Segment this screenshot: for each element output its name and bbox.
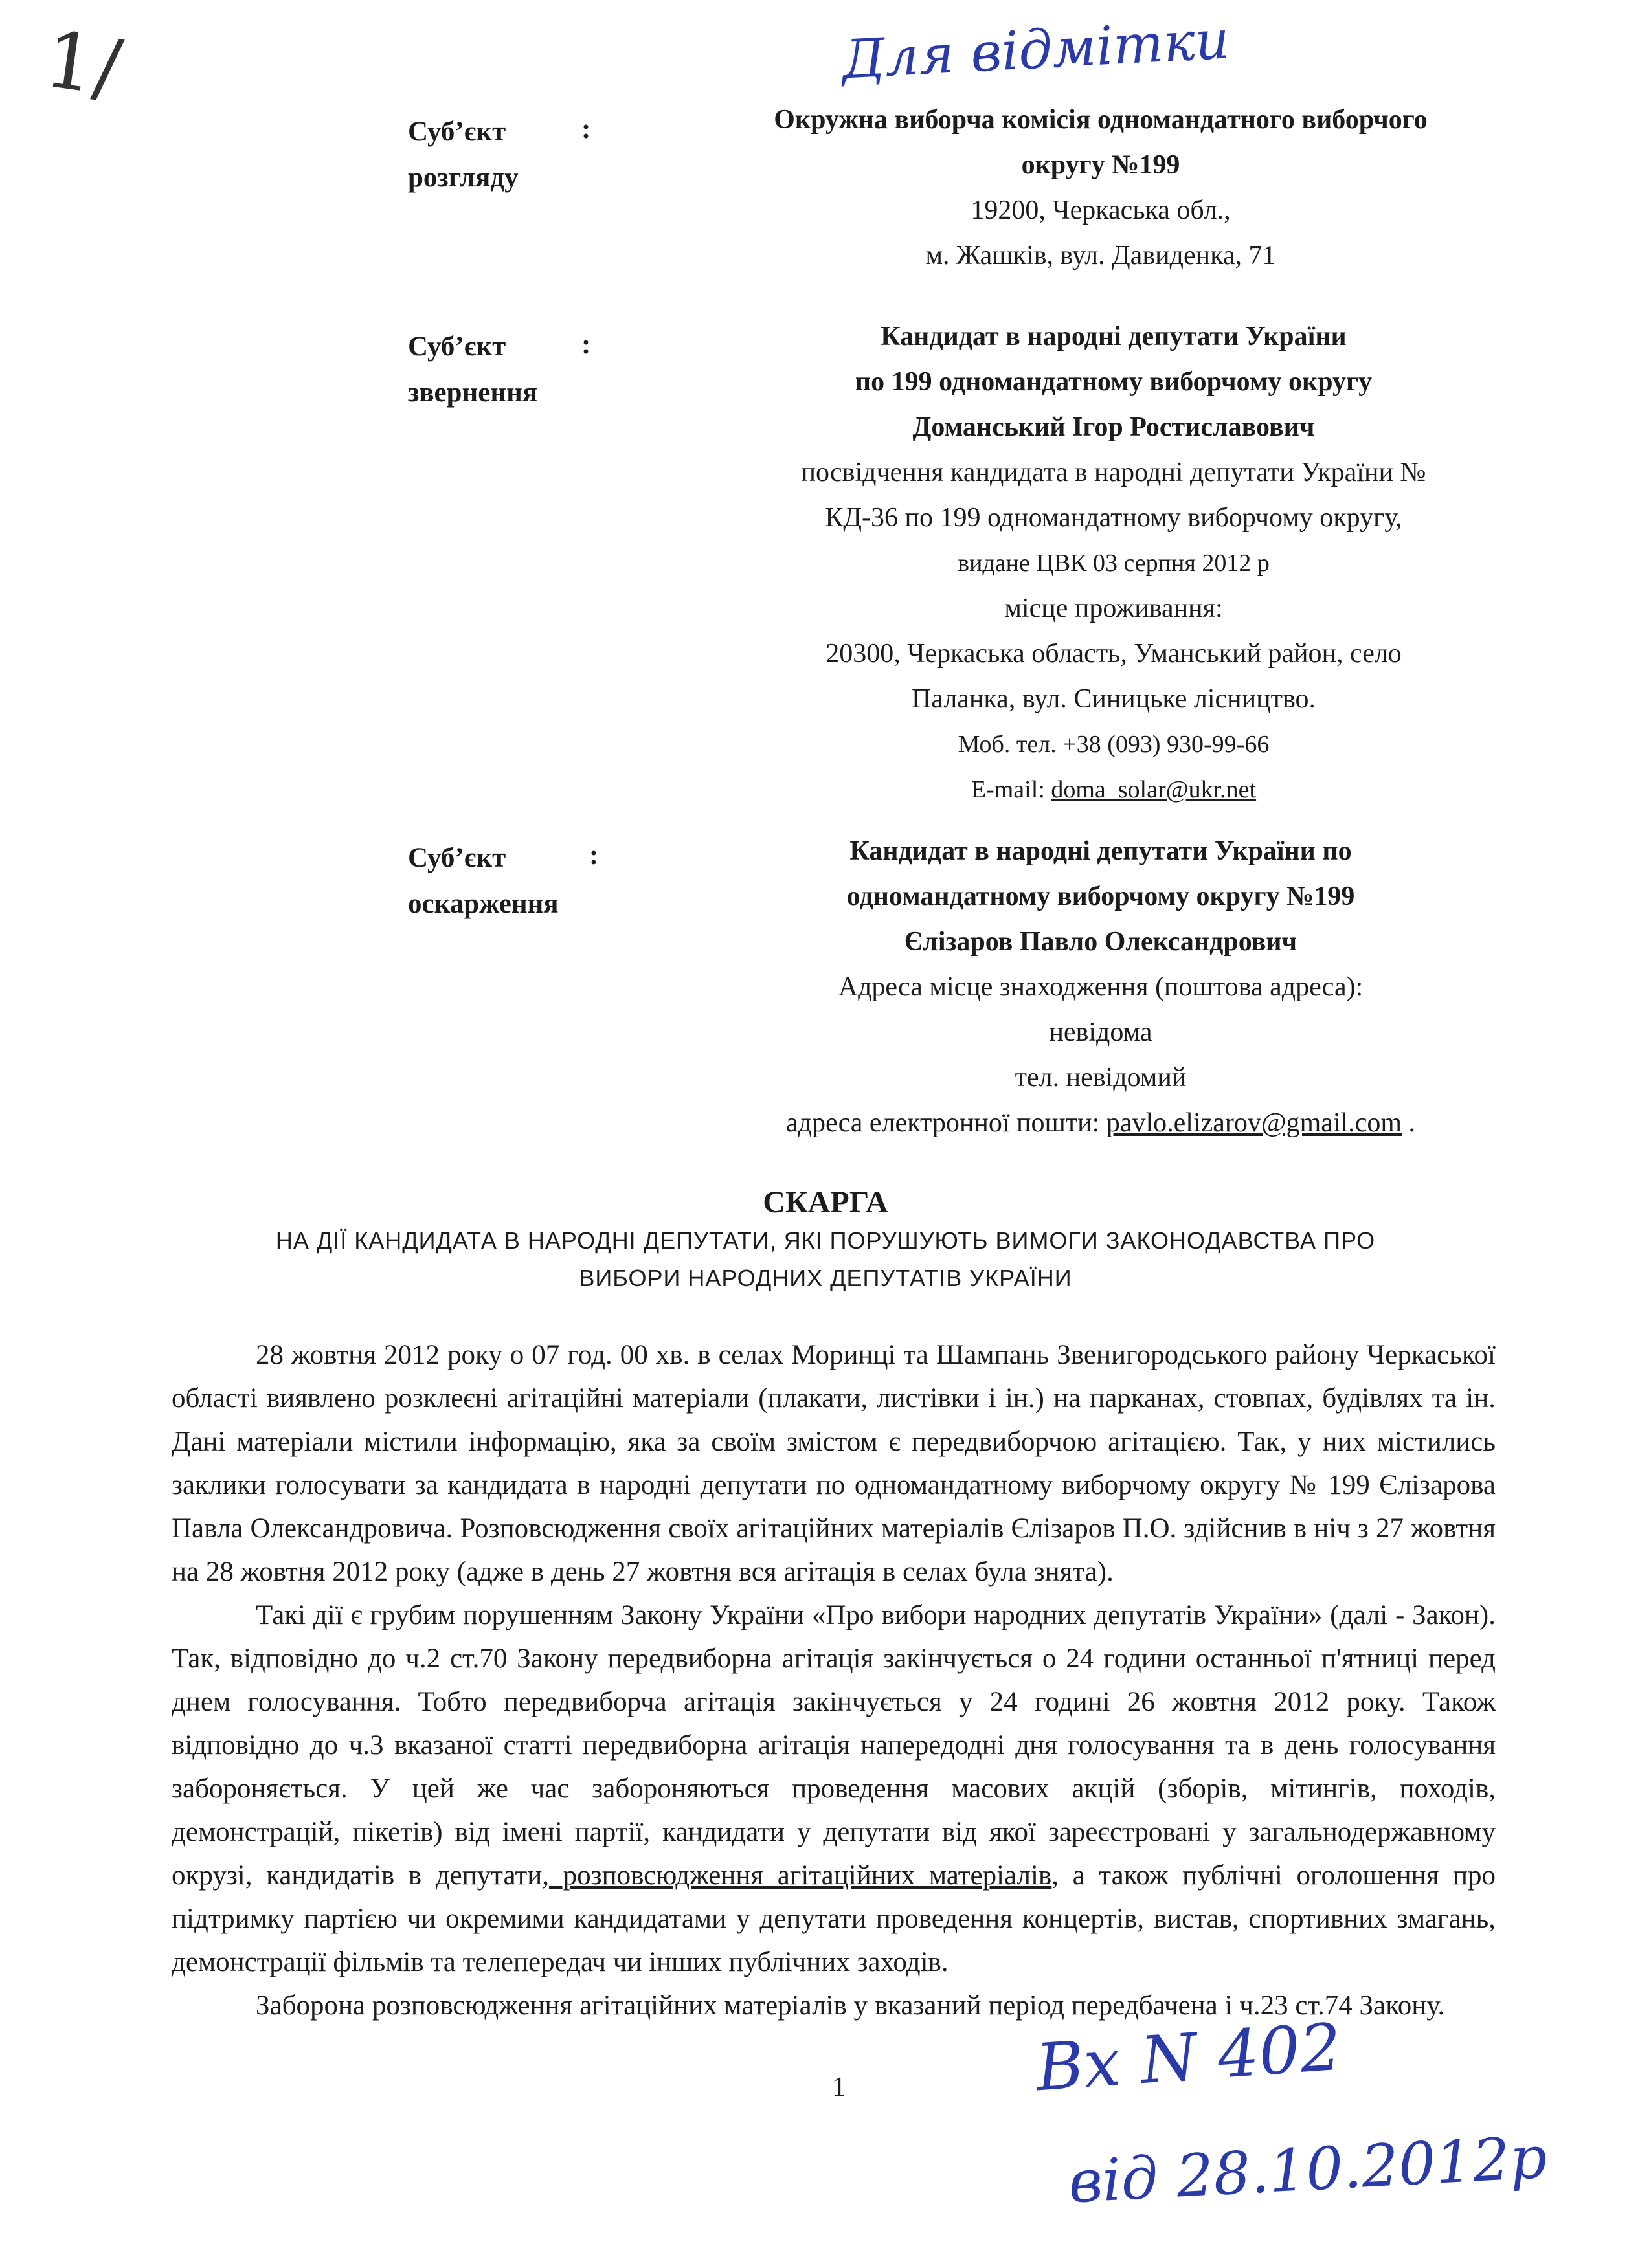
complaint-email-prefix: адреса електронної пошти: (785, 1108, 1106, 1138)
paragraph-3: Заборона розповсюдження агітаційних матеріалів у вказаний період передбачена і ч.23 ст.74 Закону. (256, 1990, 1445, 2021)
underlined-phrase: , розповсюдження агітаційних матеріалів (542, 1860, 1052, 1891)
subject-appeal-block: Кандидат в народні депутати України по 199 одномандатному виборчому округу Доманський Ігор Ростиславович посвідчення кандидата в народні депутати України № КД-36 по 199 одномандатному виборчому округу, видане ЦВК 03 серпня 2012 р місце проживання: 20300, Черкаська область, Уманський район, село Паланка, вул. Синицьке лісництво. Моб. тел. +38 (093) 930-99-66 E-mail: doma_solar@ukr.net (801, 322, 1426, 803)
subject-complaint-label: Суб’єкт оскарження (408, 843, 559, 919)
paragraph-2: Такі дії є грубим порушенням Закону України «Про вибори народних депутатів України» (далі - Закон). Так, відповідно до ч.2 ст.70 Закону передвиборна агітація закінчується о 24 години останньої п'ятниці перед днем голосування. Тобто передвиборча агітація закінчується у 24 годині 26 жовтня 2012 року. Також відповідно до ч.3 вказаної статті передвиборна агітація напередодні дня голосування та в день голосування забороняється. У цей же час забороняються проведення масових акцій (зборів, мітингів, походів, демонстрацій, пікетів) від імені партії, кандидати у депутати від якої зареєстровані у загальнодержавному окрузі, кандидатів в депутати, розповсюдження агітаційних матеріалів, а також публічні оголошення про підтримку партією чи окремими кандидатами у депутати проведення концертів, вистав, спортивних змагань, демонстрації фільмів та телепередач чи інших публічних заходів. (172, 1600, 1496, 1977)
subject-complaint-block: Кандидат в народні депутати України по одномандатному виборчому округу №199 Єлізаров Павло Олександрович Адреса місце знаходження (поштова адреса): невідома тел. невідомий адреса електронної пошти: pavlo.elizarov@gmail.com . (785, 836, 1416, 1138)
subject-review-colon: : (581, 114, 591, 144)
handwritten-date: від 28.10.2012р (1066, 2123, 1549, 2217)
subject-review-block: Окружна виборча комісія одномандатного виборчого округу №199 19200, Черкаська обл., м. Жашків, вул. Давиденка, 71 (774, 105, 1428, 271)
subject-complaint-colon: : (589, 840, 599, 871)
complaint-title: СКАРГА (763, 1185, 888, 1219)
handwritten-reg-number: Вх N 402 (1033, 2008, 1344, 2106)
subject-appeal-colon: : (581, 329, 591, 360)
appeal-email-link[interactable]: doma_solar@ukr.net (1051, 776, 1257, 803)
complaint-email-link[interactable]: pavlo.elizarov@gmail.com (1106, 1108, 1402, 1138)
subject-review-label: Суб’єкт розгляду (408, 117, 519, 193)
complaint-subtitle: НА ДІЇ КАНДИДАТА В НАРОДНІ ДЕПУТАТИ, ЯКІ ПОРУШУЮТЬ ВИМОГИ ЗАКОНОДАВСТВА ПРО ВИБОРИ НАРОДНИХ ДЕПУТАТІВ УКРАЇНИ (275, 1227, 1376, 1291)
complaint-email-suffix: . (1402, 1108, 1416, 1138)
paragraph-1: 28 жовтня 2012 року о 07 год. 00 хв. в селах Моринці та Шампань Звенигородського району Черкаської області виявлено розклеєні агітаційні матеріали (плакати, листівки і ін.) на парканах, стовпах, будівлях та ін. Дані матеріали містили інформацію, яка за своїм змістом є передвиборчою агітацією. Так, у них містились заклики голосувати за кандидата в народні депутати по одномандатному виборчому округу № 199 Єлізарова Павла Олександровича. Розповсюдження своїх агітаційних матеріалів Єлізаров П.О. здійснив в ніч з 27 жовтня на 28 жовтня 2012 року (адже в день 27 жовтня вся агітація в селах була знята). (172, 1340, 1496, 1587)
complaint-body (172, 1333, 1496, 2027)
appeal-email-prefix: E-mail: (971, 776, 1051, 803)
page-number: 1 (832, 2072, 846, 2102)
corner-marks: 1/ (39, 14, 127, 115)
subject-appeal-label: Суб’єкт звернення (408, 331, 538, 408)
handwritten-top-note: Для відмітки (840, 9, 1231, 91)
